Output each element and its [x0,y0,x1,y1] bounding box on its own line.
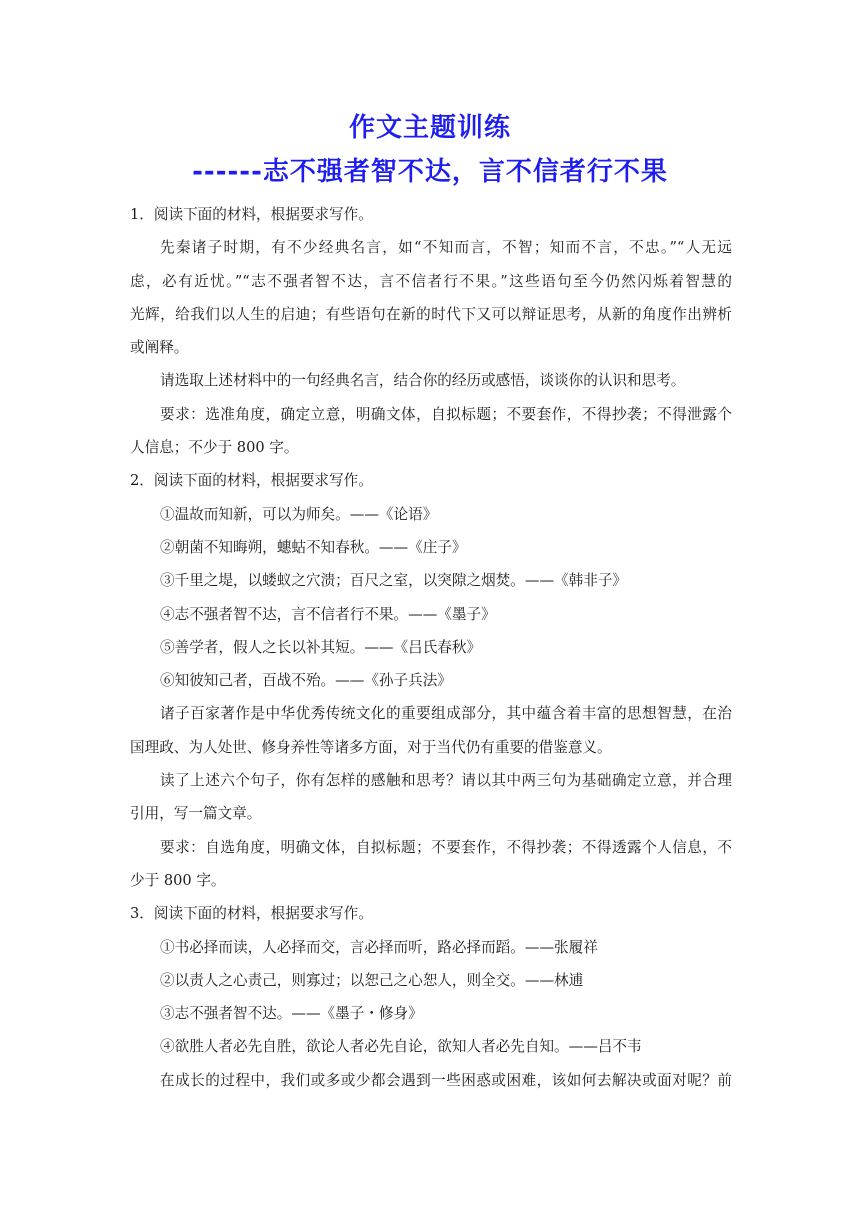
question-heading: 2．阅读下面的材料，根据要求写作。 [130,472,373,490]
paragraph-line: 引用，写一篇文章。 [130,805,262,823]
paragraph-line: 光辉，给我们以人生的启迪；有些语句在新的时代下又可以辩证思考，从新的角度作出辨析 [130,305,732,323]
quote-line: ③千里之堤，以蝼蚁之穴溃；百尺之室，以突隙之烟焚。——《韩非子》 [160,572,628,590]
quote-line: ⑤善学者，假人之长以补其短。——《吕氏春秋》 [160,638,482,656]
quote-line: ①书必择而读，人必择而交，言必择而听，路必择而蹈。——张履祥 [160,938,598,956]
paragraph-line: 请选取上述材料中的一句经典名言，结合你的经历或感悟，谈谈你的认识和思考。 [160,372,686,390]
document-title: 作文主题训练 [348,113,511,143]
requirement-line: 要求：选准角度，确定立意，明确文体，自拟标题；不要套作，不得抄袭；不得泄露个 [160,405,732,423]
paragraph-line: 读了上述六个句子，你有怎样的感触和思考？请以其中两三句为基础确定立意，并合理 [160,772,732,790]
quote-line: ④志不强者智不达，言不信者行不果。——《墨子》 [160,605,496,623]
quote-line: ⑥知彼知己者，百战不殆。——《孙子兵法》 [160,672,452,690]
paragraph-line: 或阐释。 [130,339,189,357]
question-heading: 1．阅读下面的材料，根据要求写作。 [130,206,373,223]
paragraph-line: 在成长的过程中，我们或多或少都会遇到一些困惑或困难，该如何去解决或面对呢？前 [160,1071,732,1089]
document-subtitle: ------志不强者智不达，言不信者行不果 [192,157,668,187]
quote-line: ②以责人之心责己，则寡过；以恕己之心恕人，则全交。——林逋 [160,971,584,989]
quote-line: ④欲胜人者必先自胜，欲论人者必先自论，欲知人者必先自知。——吕不韦 [160,1038,642,1056]
quote-line: ③志不强者智不达。——《墨子・修身》 [160,1005,423,1023]
paragraph-line: 先秦诸子时期，有不少经典名言，如“不知而言，不智；知而不言，不忠。”“人无远 [160,239,732,257]
quote-line: ②朝菌不知晦朔，蟪蛄不知春秋。——《庄子》 [160,538,467,556]
requirement-line: 人信息；不少于 800 字。 [130,439,299,457]
quote-line: ①温故而知新，可以为师矣。——《论语》 [160,505,438,523]
paragraph-line: 诸子百家著作是中华优秀传统文化的重要组成部分，其中蕴含着丰富的思想智慧，在治 [160,705,732,723]
paragraph-line: 虑，必有近忧。”“志不强者智不达，言不信者行不果。”这些语句至今仍然闪烁着智慧的 [130,272,732,290]
requirement-line: 少于 800 字。 [130,871,226,889]
requirement-line: 要求：自选角度，明确文体，自拟标题；不要套作，不得抄袭；不得透露个人信息，不 [160,838,732,856]
document-body [130,198,732,1097]
title-block [0,108,860,192]
question-heading: 3．阅读下面的材料，根据要求写作。 [130,905,373,923]
paragraph-line: 国理政、为人处世、修身养性等诸多方面，对于当代仍有重要的借鉴意义。 [130,738,612,756]
